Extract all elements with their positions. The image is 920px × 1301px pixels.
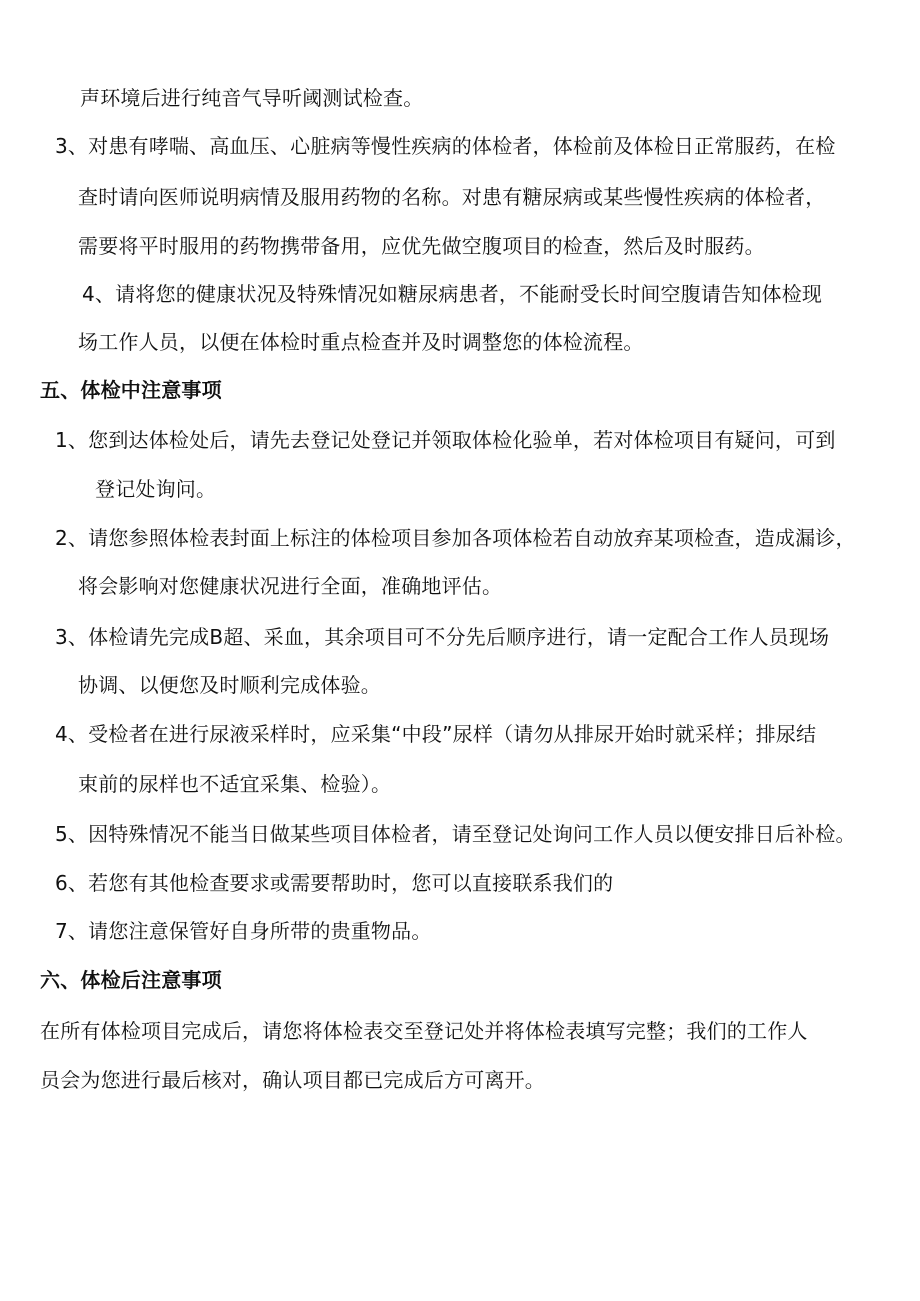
text-line: 场工作人员，以便在体检时重点检查并及时调整您的体检流程。 [78, 330, 644, 354]
text-line: 需要将平时服用的药物携带备用，应优先做空腹项目的检查，然后及时服药。 [78, 234, 765, 258]
text-line: 登记处询问。 [95, 477, 217, 501]
text-line: 4、受检者在进行尿液采样时，应采集“中段”尿样（请勿从排尿开始时就采样；排尿结 [55, 722, 817, 746]
text-line: 3、对患有哮喘、高血压、心脏病等慢性疾病的体检者，体检前及体检日正常服药，在检 [55, 134, 836, 158]
section-heading: 六、体检后注意事项 [40, 968, 222, 992]
section-heading: 五、体检中注意事项 [40, 378, 222, 402]
text-line: 将会影响对您健康状况进行全面，准确地评估。 [78, 574, 503, 598]
text-line: 束前的尿样也不适宜采集、检验）。 [78, 772, 392, 796]
text-line: 查时请向医师说明病情及服用药物的名称。对患有糖尿病或某些慢性疾病的体检者， [78, 185, 826, 209]
text-line: 1、您到达体检处后，请先去登记处登记并领取体检化验单，若对体检项目有疑问，可到 [55, 428, 836, 452]
text-line: 员会为您进行最后核对，确认项目都已完成后方可离开。 [40, 1068, 545, 1092]
text-line: 7、请您注意保管好自身所带的贵重物品。 [55, 919, 432, 943]
text-line: 5、因特殊情况不能当日做某些项目体检者，请至登记处询问工作人员以便安排日后补检。 [55, 822, 856, 846]
text-line: 3、体检请先完成B超、采血，其余项目可不分先后顺序进行，请一定配合工作人员现场 [55, 625, 830, 649]
text-line: 声环境后进行纯音气导听阈测试检查。 [80, 86, 424, 110]
text-line: 在所有体检项目完成后，请您将体检表交至登记处并将体检表填写完整；我们的工作人 [40, 1019, 808, 1043]
text-line: 4、请将您的健康状况及特殊情况如糖尿病患者，不能耐受长时间空腹请告知体检现 [82, 282, 823, 306]
text-line: 协调、以便您及时顺利完成体验。 [78, 673, 381, 697]
text-line: 6、若您有其他检查要求或需要帮助时，您可以直接联系我们的 [55, 871, 614, 895]
text-line: 2、请您参照体检表封面上标注的体检项目参加各项体检若自动放弃某项检查，造成漏诊， [55, 526, 856, 550]
